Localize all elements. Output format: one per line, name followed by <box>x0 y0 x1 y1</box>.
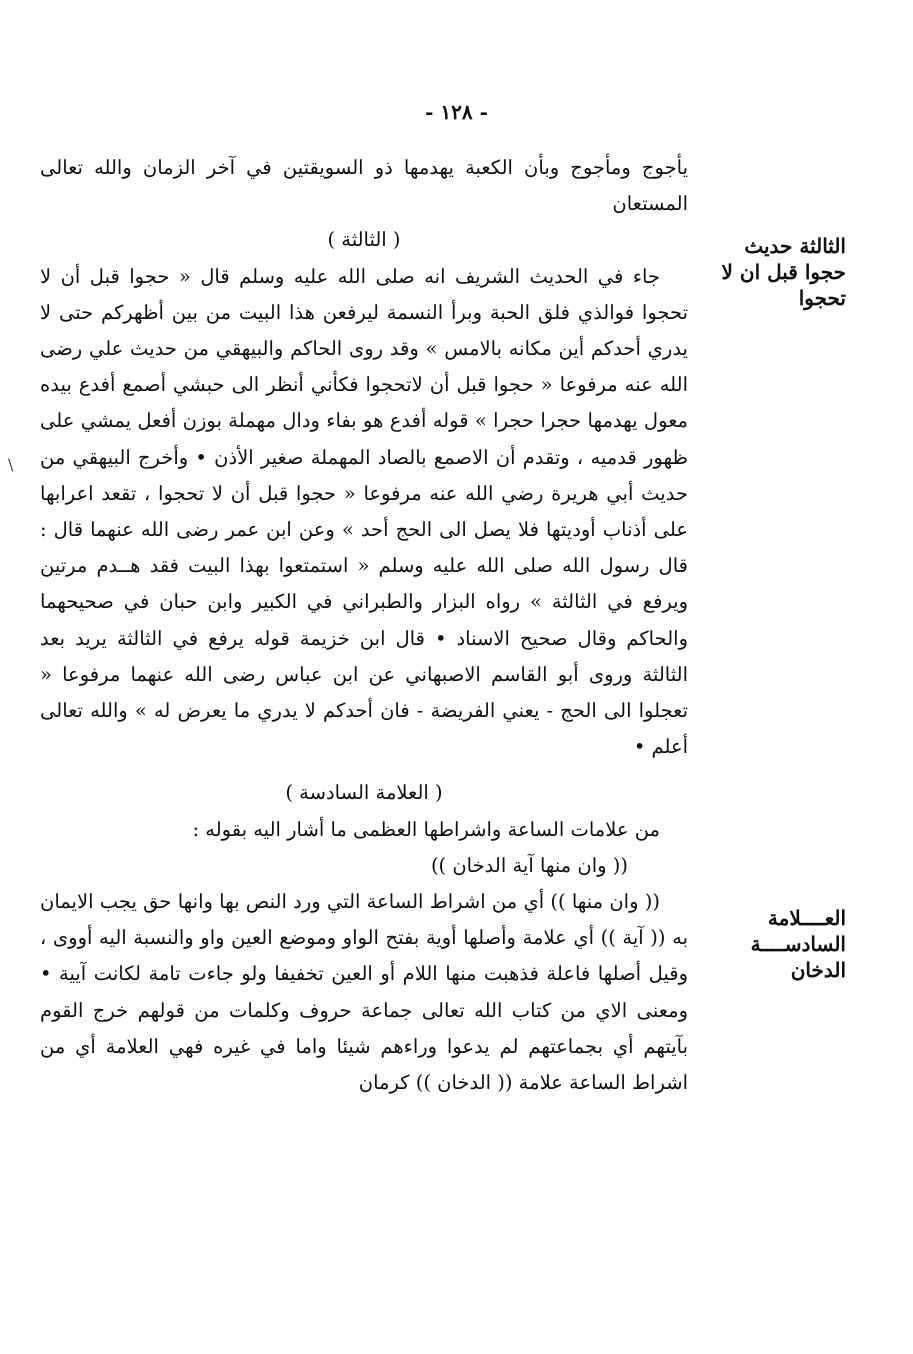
margin-note-third: الثالثة حديث حجوا قبل ان لا تحجوا <box>721 234 846 310</box>
page-number: - ١٢٨ - <box>425 100 488 124</box>
margin-mark: \ <box>8 455 14 474</box>
paragraph-third-body: جاء في الحديث الشريف انه صلى الله عليه وسلم قال « حجوا قبل أن لا تحجوا فوالذي فلق الحبة وبرأ النسمة ليرفعن هذا البيت من بين أظهركم حتى لا يدري أحدكم أين مكانه بالامس » وقد روى الحاكم والبيهقي من حديث علي رضى الله عنه مرفوعا « حجوا قبل أن لاتحجوا فكأني أنظر الى حبشي أصمع أفدع بيده معول يهدمها حجرا حجرا » قوله أفدع هو بفاء ودال مهملة بوزن أفعل يمشي على ظهور قدميه ، وتقدم أن الاصمع بالصاد المهملة صغير الأذن • وأخرج البيهقي من حديث أبي هريرة رضي الله عنه مرفوعا « حجوا قبل أن لا تحجوا ، تقعد اعرابها على أذناب أوديتها فلا يصل الى الحج أحد » وعن ابن عمر رضى الله عنهما قال : قال رسول الله صلى الله عليه وسلم « استمتعوا بهذا البيت فقد هــدم مرتين ويرفع في الثالثة » رواه البزار والطبراني في الكبير وابن حبان في صحيحهما والحاكم وقال صحيح الاسناد • قال ابن خزيمة قوله يرفع في الثالثة يريد بعد الثالثة وروى أبو القاسم الاصبهاني عن ابن عباس رضى الله عنهما مرفوعا « تعجلوا الى الحج - يعني الفريضة - فان أحدكم لا يدري ما يعرض له » والله تعالى أعلم • <box>40 264 688 759</box>
paragraph-sixth-body: (( وان منها )) أي من اشراط الساعة التي ورد النص بها وانها حق يجب الايمان به (( آية )) أي علامة وأصلها أوية بفتح الواو وموضع العين واو والنسبة اليه أووى ، وقيل أصلها فاعلة فذهبت منها اللام أو العين تخفيفا ولو جاءت تامة لكانت آيية • ومعنى الاي من كتاب الله تعالى جماعة حروف وكلمات من قولهم خرج القوم بآيتهم أي بجماعتهم لم يدعوا وراءهم شيئا واما في غيره فهي العلامة أي من اشراط الساعة علامة (( الدخان )) كرمان <box>40 890 688 1095</box>
verse-line: (( وان منها آية الدخان )) <box>430 853 628 877</box>
section-heading-third: ( الثالثة ) <box>327 228 401 252</box>
paragraph-sixth-intro: من علامات الساعة واشراطها العظمى ما أشار اليه بقوله : <box>192 817 660 841</box>
margin-note-sixth-sign: العــــلامة السادســــة الدخان <box>750 906 846 982</box>
section-heading-sixth-sign: ( العلامة السادسة ) <box>285 781 443 805</box>
intro-paragraph: يأجوج ومأجوج وبأن الكعبة يهدمها ذو السويقتين في آخر الزمان والله تعالى المستعان <box>40 156 688 216</box>
main-text <box>40 150 688 1101</box>
